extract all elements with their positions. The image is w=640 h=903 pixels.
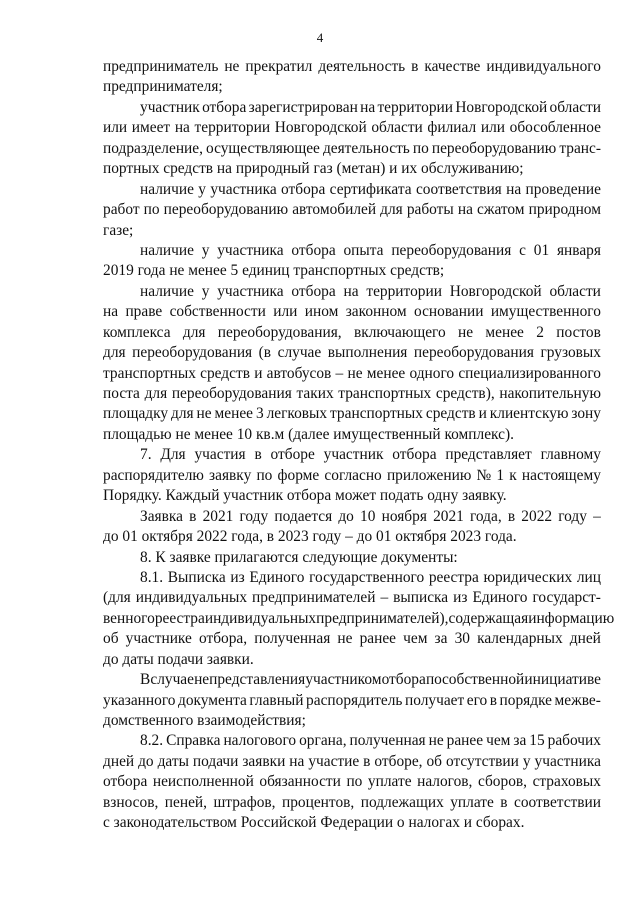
word: отбора bbox=[202, 98, 247, 116]
word: не bbox=[196, 405, 212, 423]
word: документа bbox=[178, 691, 247, 709]
text-line: с законодательством Российской Федерации о налогах и сборах. bbox=[103, 814, 525, 832]
word: распорядителю bbox=[103, 466, 204, 484]
text-line bbox=[103, 343, 601, 363]
text-line bbox=[103, 384, 601, 404]
word: на bbox=[506, 180, 522, 198]
word: опыта bbox=[343, 241, 384, 259]
word: собственности bbox=[169, 303, 266, 321]
word: Заявка bbox=[140, 507, 183, 525]
word: чем bbox=[403, 630, 428, 648]
word: Новгородской bbox=[274, 119, 367, 137]
word: индивидуального bbox=[486, 58, 601, 75]
word: форме bbox=[277, 466, 320, 484]
word: неисполненной bbox=[152, 773, 254, 791]
word: главный bbox=[249, 691, 304, 709]
word: Единого bbox=[472, 589, 528, 607]
word: в bbox=[507, 507, 516, 525]
word: года, bbox=[470, 507, 502, 525]
word: автобусов bbox=[266, 364, 332, 382]
word: государственного bbox=[309, 568, 425, 586]
word: переоборудования bbox=[413, 344, 534, 362]
word: 01 bbox=[533, 241, 550, 259]
word: полученная bbox=[349, 732, 426, 750]
word: случае bbox=[150, 671, 194, 689]
word: за bbox=[434, 630, 448, 648]
word: на bbox=[103, 303, 119, 321]
word: средств bbox=[425, 405, 476, 423]
word: отбора, bbox=[198, 630, 248, 648]
text-line: 2019 года не менее 5 единиц транспортных средств; bbox=[103, 262, 445, 280]
word: переоборудованию bbox=[163, 201, 289, 219]
text-line: портных средств на природный газ (метан) и их обслуживанию; bbox=[103, 160, 524, 178]
word: для bbox=[103, 344, 126, 362]
word: грузовых bbox=[540, 344, 601, 362]
word: у bbox=[522, 752, 531, 770]
word: полученная bbox=[254, 630, 331, 648]
text-line bbox=[103, 139, 601, 159]
word: в bbox=[363, 752, 371, 770]
word: отбора bbox=[103, 773, 148, 791]
word: из bbox=[230, 568, 245, 586]
text-line: домственного взаимодействия; bbox=[103, 712, 306, 729]
word: информацию bbox=[528, 609, 615, 627]
word: или bbox=[273, 303, 298, 321]
text-line bbox=[103, 282, 601, 302]
text-line bbox=[103, 507, 601, 527]
word: Выписка bbox=[167, 568, 226, 586]
word: приложению bbox=[386, 466, 472, 484]
word: таких bbox=[296, 385, 334, 402]
word: участника bbox=[210, 180, 277, 198]
word: чем bbox=[486, 732, 511, 750]
word: территории bbox=[194, 119, 271, 137]
word: календарных bbox=[477, 630, 563, 648]
word: дней bbox=[103, 752, 135, 770]
word: на bbox=[289, 752, 305, 770]
word: зарегистрирован bbox=[248, 98, 358, 116]
word: и bbox=[478, 405, 487, 423]
word: для bbox=[144, 385, 168, 402]
word: венного bbox=[103, 609, 155, 627]
word: наличие bbox=[140, 180, 194, 198]
word: площадку bbox=[103, 405, 169, 423]
word: в bbox=[489, 691, 498, 709]
word: взносов, bbox=[103, 793, 159, 811]
word: об bbox=[426, 752, 443, 770]
word: имеет bbox=[131, 119, 171, 137]
word: индивидуальных bbox=[204, 609, 317, 627]
word: соответствия bbox=[415, 180, 502, 198]
word: области bbox=[549, 282, 601, 300]
word: клиентскую bbox=[489, 405, 569, 423]
word: 15 bbox=[529, 732, 545, 750]
word: Новгородской bbox=[455, 98, 548, 116]
text-line bbox=[103, 180, 601, 200]
word: поста bbox=[103, 385, 140, 402]
word: году bbox=[558, 507, 587, 525]
word: – bbox=[335, 364, 344, 382]
word: и bbox=[254, 364, 263, 382]
word: за bbox=[513, 732, 527, 750]
word: межве- bbox=[554, 691, 601, 709]
text-line bbox=[103, 752, 601, 772]
word: участника bbox=[217, 241, 284, 259]
word: января bbox=[556, 241, 601, 259]
word: подачи bbox=[192, 752, 239, 770]
word: получает bbox=[404, 691, 465, 709]
word: В bbox=[140, 671, 151, 689]
word: отборе bbox=[270, 446, 315, 464]
word: – bbox=[380, 589, 389, 607]
word: транспортных bbox=[338, 385, 432, 402]
word: деятельность bbox=[318, 58, 406, 75]
word: качестве bbox=[424, 58, 481, 75]
word: или bbox=[480, 119, 505, 137]
word: уплате bbox=[367, 773, 412, 791]
text-line: 8. К заявке прилагаются следующие документы: bbox=[140, 548, 458, 566]
word: у bbox=[201, 282, 210, 300]
text-line bbox=[103, 609, 615, 629]
word: или bbox=[103, 119, 128, 137]
word: переоборудования bbox=[391, 241, 512, 259]
word: в bbox=[411, 58, 419, 75]
word: (в bbox=[258, 344, 272, 362]
word: органа, bbox=[299, 732, 347, 750]
word: участником bbox=[305, 671, 382, 689]
word: отбора bbox=[291, 241, 336, 259]
text-line bbox=[103, 670, 601, 690]
word: ранее bbox=[446, 732, 484, 750]
word: ином bbox=[304, 303, 339, 321]
word: работ bbox=[103, 201, 140, 219]
word: процентов, bbox=[281, 793, 355, 811]
word: наличие bbox=[140, 282, 194, 300]
text-line bbox=[103, 98, 601, 118]
word: предпринимателей bbox=[252, 589, 376, 607]
text-line bbox=[103, 588, 601, 608]
word: индивидуальных bbox=[135, 589, 248, 607]
word: основании bbox=[414, 303, 484, 321]
word: по bbox=[425, 671, 442, 689]
word: до bbox=[138, 752, 154, 770]
word: представляет bbox=[445, 446, 532, 464]
text-line bbox=[103, 793, 601, 813]
word: (для bbox=[103, 589, 131, 607]
word: для bbox=[380, 201, 403, 219]
word: отбора bbox=[281, 180, 326, 198]
word: случае bbox=[277, 344, 322, 362]
word: предпринимателей), bbox=[316, 609, 449, 627]
word: имущественного bbox=[490, 303, 601, 321]
word: – bbox=[593, 507, 601, 525]
word: 2021 bbox=[202, 507, 234, 525]
word: области bbox=[371, 119, 423, 137]
word: даты bbox=[157, 752, 189, 770]
word: осуществляющее bbox=[206, 139, 320, 157]
word: отбора bbox=[291, 282, 336, 300]
text-line bbox=[103, 57, 601, 77]
text-line bbox=[103, 364, 601, 384]
word: его bbox=[466, 691, 488, 709]
word: подразделение, bbox=[103, 139, 203, 157]
text-line: предпринимателя; bbox=[103, 78, 223, 96]
word: порядке bbox=[499, 691, 553, 709]
word: не bbox=[337, 630, 353, 648]
word: рабочих bbox=[547, 732, 601, 750]
word: деятельность bbox=[322, 139, 410, 157]
word: по bbox=[346, 773, 363, 791]
word: 3 bbox=[255, 405, 264, 423]
word: не bbox=[224, 58, 240, 75]
word: об bbox=[103, 630, 119, 648]
word: отборе, bbox=[374, 752, 423, 770]
word: работы bbox=[406, 201, 454, 219]
word: Для bbox=[160, 446, 186, 464]
word: 1 bbox=[496, 466, 505, 484]
text-line bbox=[103, 404, 601, 424]
word: 2022 bbox=[521, 507, 553, 525]
word: из bbox=[453, 589, 468, 607]
word: в bbox=[500, 793, 508, 811]
word: участие bbox=[308, 752, 360, 770]
word: зону bbox=[571, 405, 601, 423]
word: наличие bbox=[140, 241, 194, 259]
word: территории bbox=[366, 282, 442, 300]
word: ноября bbox=[381, 507, 427, 525]
word: менее bbox=[485, 323, 524, 341]
word: легковых bbox=[266, 405, 328, 423]
word: подается bbox=[274, 507, 333, 525]
word: на bbox=[360, 98, 376, 116]
text-line: газе; bbox=[103, 221, 134, 239]
word: средств), bbox=[435, 385, 495, 402]
word: штрафов, bbox=[213, 793, 276, 811]
word: переоборудованию bbox=[431, 139, 557, 157]
word: не bbox=[458, 323, 474, 341]
word: уплате bbox=[450, 793, 494, 811]
word: заявку bbox=[209, 466, 252, 484]
word: законном bbox=[345, 303, 407, 321]
word: отбора bbox=[392, 446, 437, 464]
word: менее bbox=[366, 364, 406, 382]
word: по bbox=[412, 139, 429, 157]
word: 7. bbox=[140, 446, 152, 464]
word: в bbox=[189, 507, 197, 525]
word: участника bbox=[534, 752, 601, 770]
word: заявки bbox=[242, 752, 286, 770]
text-line bbox=[103, 691, 601, 711]
word: Новгородской bbox=[449, 282, 542, 300]
word: ранее bbox=[359, 630, 397, 648]
word: году bbox=[239, 507, 269, 525]
word: у bbox=[198, 180, 206, 198]
word: участнике bbox=[125, 630, 192, 648]
word: участник bbox=[323, 446, 384, 464]
text-line bbox=[103, 241, 601, 261]
text-line bbox=[103, 629, 601, 649]
word: лиц bbox=[576, 568, 601, 586]
word: распорядитель bbox=[306, 691, 403, 709]
word: прекратил bbox=[245, 58, 313, 75]
word: содержащая bbox=[448, 609, 529, 627]
word: у bbox=[201, 241, 210, 259]
word: на bbox=[343, 282, 359, 300]
word: сжатом bbox=[476, 201, 525, 219]
text-line bbox=[103, 466, 601, 486]
word: постов bbox=[556, 323, 601, 341]
word: автомобилей bbox=[292, 201, 377, 219]
word: 2021 bbox=[433, 507, 464, 525]
word: с bbox=[519, 241, 526, 259]
word: главному bbox=[540, 446, 601, 464]
word: сертификата bbox=[329, 180, 412, 198]
word: 8.2. bbox=[140, 732, 164, 750]
word: отсутствии bbox=[445, 752, 519, 770]
word: по bbox=[143, 201, 160, 219]
word: переоборудования, bbox=[217, 323, 342, 341]
word: комплекса bbox=[103, 323, 171, 341]
word: реестра bbox=[428, 568, 479, 586]
word: согласно bbox=[324, 466, 382, 484]
word: переоборудования bbox=[171, 385, 292, 402]
word: области bbox=[549, 98, 601, 116]
word: транспортных bbox=[103, 364, 196, 382]
word: для bbox=[182, 323, 206, 341]
text-line bbox=[103, 772, 601, 792]
word: 2 bbox=[536, 323, 544, 341]
word: территории bbox=[377, 98, 454, 116]
word: переоборудования bbox=[132, 344, 253, 362]
word: на bbox=[174, 119, 190, 137]
word: природном bbox=[528, 201, 601, 219]
text-line bbox=[103, 445, 601, 465]
word: государст- bbox=[532, 589, 601, 607]
word: подлежащих bbox=[360, 793, 444, 811]
text-line bbox=[103, 118, 601, 138]
text-line bbox=[103, 731, 601, 751]
text-line bbox=[103, 302, 601, 322]
word: юридических bbox=[483, 568, 573, 586]
text-line: до даты подачи заявки. bbox=[103, 650, 254, 668]
word: к bbox=[509, 466, 517, 484]
word: накопительную bbox=[499, 385, 601, 402]
word: выполнения bbox=[327, 344, 408, 362]
word: на bbox=[457, 201, 473, 219]
text-line bbox=[103, 568, 601, 588]
word: специализированного bbox=[458, 364, 601, 382]
word: не bbox=[428, 732, 444, 750]
word: участника bbox=[217, 282, 284, 300]
word: включающего bbox=[353, 323, 446, 341]
document-body bbox=[103, 57, 615, 834]
word: 30 bbox=[454, 630, 470, 648]
word: не bbox=[347, 364, 363, 382]
word: праве bbox=[125, 303, 163, 321]
word: обязанности bbox=[259, 773, 341, 791]
word: менее bbox=[214, 405, 254, 423]
word: в bbox=[254, 446, 262, 464]
word: обособленное bbox=[509, 119, 601, 137]
word: участник bbox=[140, 98, 200, 116]
word: участия bbox=[194, 446, 246, 464]
word: для bbox=[171, 405, 194, 423]
word: до bbox=[338, 507, 354, 525]
text-line bbox=[103, 200, 601, 220]
word: сборов, bbox=[477, 773, 528, 791]
word: Справка bbox=[166, 732, 221, 750]
word: 8.1. bbox=[140, 568, 164, 586]
word: инициативе bbox=[524, 671, 601, 689]
word: транс- bbox=[559, 139, 601, 157]
word: проведение bbox=[525, 180, 601, 198]
word: № bbox=[476, 466, 492, 484]
word: реестра bbox=[154, 609, 205, 627]
word: выписка bbox=[393, 589, 449, 607]
word: указанного bbox=[103, 691, 176, 709]
text-line: Порядку. Каждый участник отбора может подать одну заявку. bbox=[103, 487, 507, 505]
word: дней bbox=[569, 630, 601, 648]
word: налогового bbox=[223, 732, 297, 750]
word: собственной bbox=[441, 671, 525, 689]
text-line: до 01 октября 2022 года, в 2023 году – до 01 октября 2023 года. bbox=[103, 528, 517, 546]
word: соответствии bbox=[514, 793, 601, 811]
text-line: площадью не менее 10 кв.м (далее имущественный комплекс). bbox=[103, 425, 514, 443]
word: Единого bbox=[249, 568, 305, 586]
word: по bbox=[256, 466, 273, 484]
text-line bbox=[103, 323, 601, 343]
page-number: 4 bbox=[316, 30, 324, 45]
word: налогов, bbox=[417, 773, 473, 791]
word: непредставления bbox=[194, 671, 306, 689]
word: пеней, bbox=[164, 793, 207, 811]
word: 10 bbox=[360, 507, 376, 525]
word: предприниматель bbox=[103, 58, 219, 75]
word: средств bbox=[200, 364, 250, 382]
word: отбора bbox=[381, 671, 426, 689]
word: страховых bbox=[532, 773, 601, 791]
word: филиал bbox=[427, 119, 477, 137]
word: настоящему bbox=[521, 466, 601, 484]
word: одного bbox=[409, 364, 455, 382]
word: транспортных bbox=[330, 405, 423, 423]
